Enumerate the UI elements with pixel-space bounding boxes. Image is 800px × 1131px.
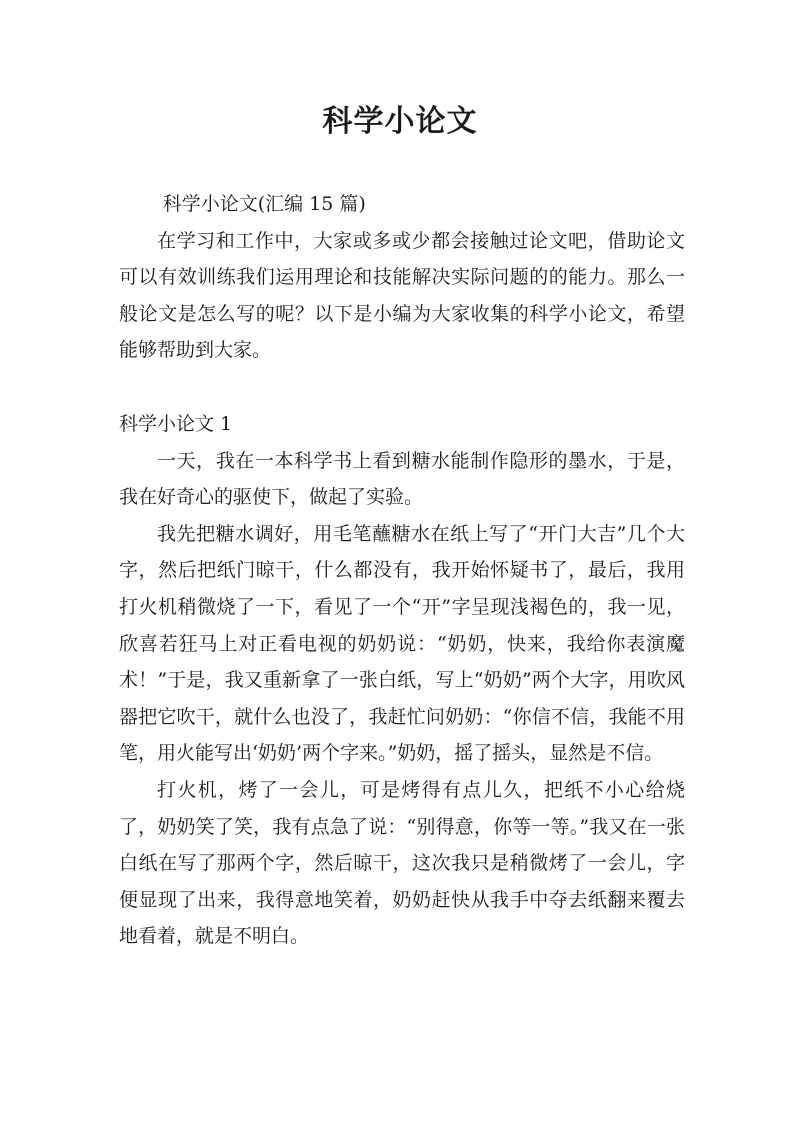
body-paragraph-1: 一天，我在一本科学书上看到糖水能制作隐形的墨水，于是，我在好奇心的驱使下，做起了实验。 [119,449,685,509]
document-body [119,186,685,955]
document-subtitle: 科学小论文(汇编 15 篇) [162,193,366,215]
document-title: 科学小论文 [322,104,478,139]
section-heading: 科学小论文 1 [119,412,233,435]
body-paragraph-3: 打火机，烤了一会儿，可是烤得有点儿久，把纸不小心给烧了，奶奶笑了笑，我有点急了说：“别得意，你等一等。”我又在一张白纸在写了那两个字，然后晾干，这次我只是稍微烤了一会儿，字便显现了出来，我得意地笑着，奶奶赶快从我手中夺去纸翻来覆去地看着，就是不明白。 [119,778,685,948]
body-paragraph-2: 我先把糖水调好，用毛笔蘸糖水在纸上写了“开门大吉”几个大字，然后把纸门晾干，什么都没有，我开始怀疑书了，最后，我用打火机稍微烧了一下，看见了一个“开”字呈现浅褐色的，我一见，欣喜若狂马上对正看电视的奶奶说：“奶奶，快来，我给你表演魔术！”于是，我又重新拿了一张白纸，写上“奶奶”两个大字，用吹风器把它吹干，就什么也没了，我赶忙问奶奶：“你信不信，我能不用笔，用火能写出‘奶奶’两个字来。”奶奶，摇了摇头，显然是不信。 [119,522,685,765]
intro-paragraph: 在学习和工作中，大家或多或少都会接触过论文吧，借助论文可以有效训练我们运用理论和技能解决实际问题的的能力。那么一般论文是怎么写的呢？以下是小编为大家收集的科学小论文，希望能够帮助到大家。 [119,229,685,362]
